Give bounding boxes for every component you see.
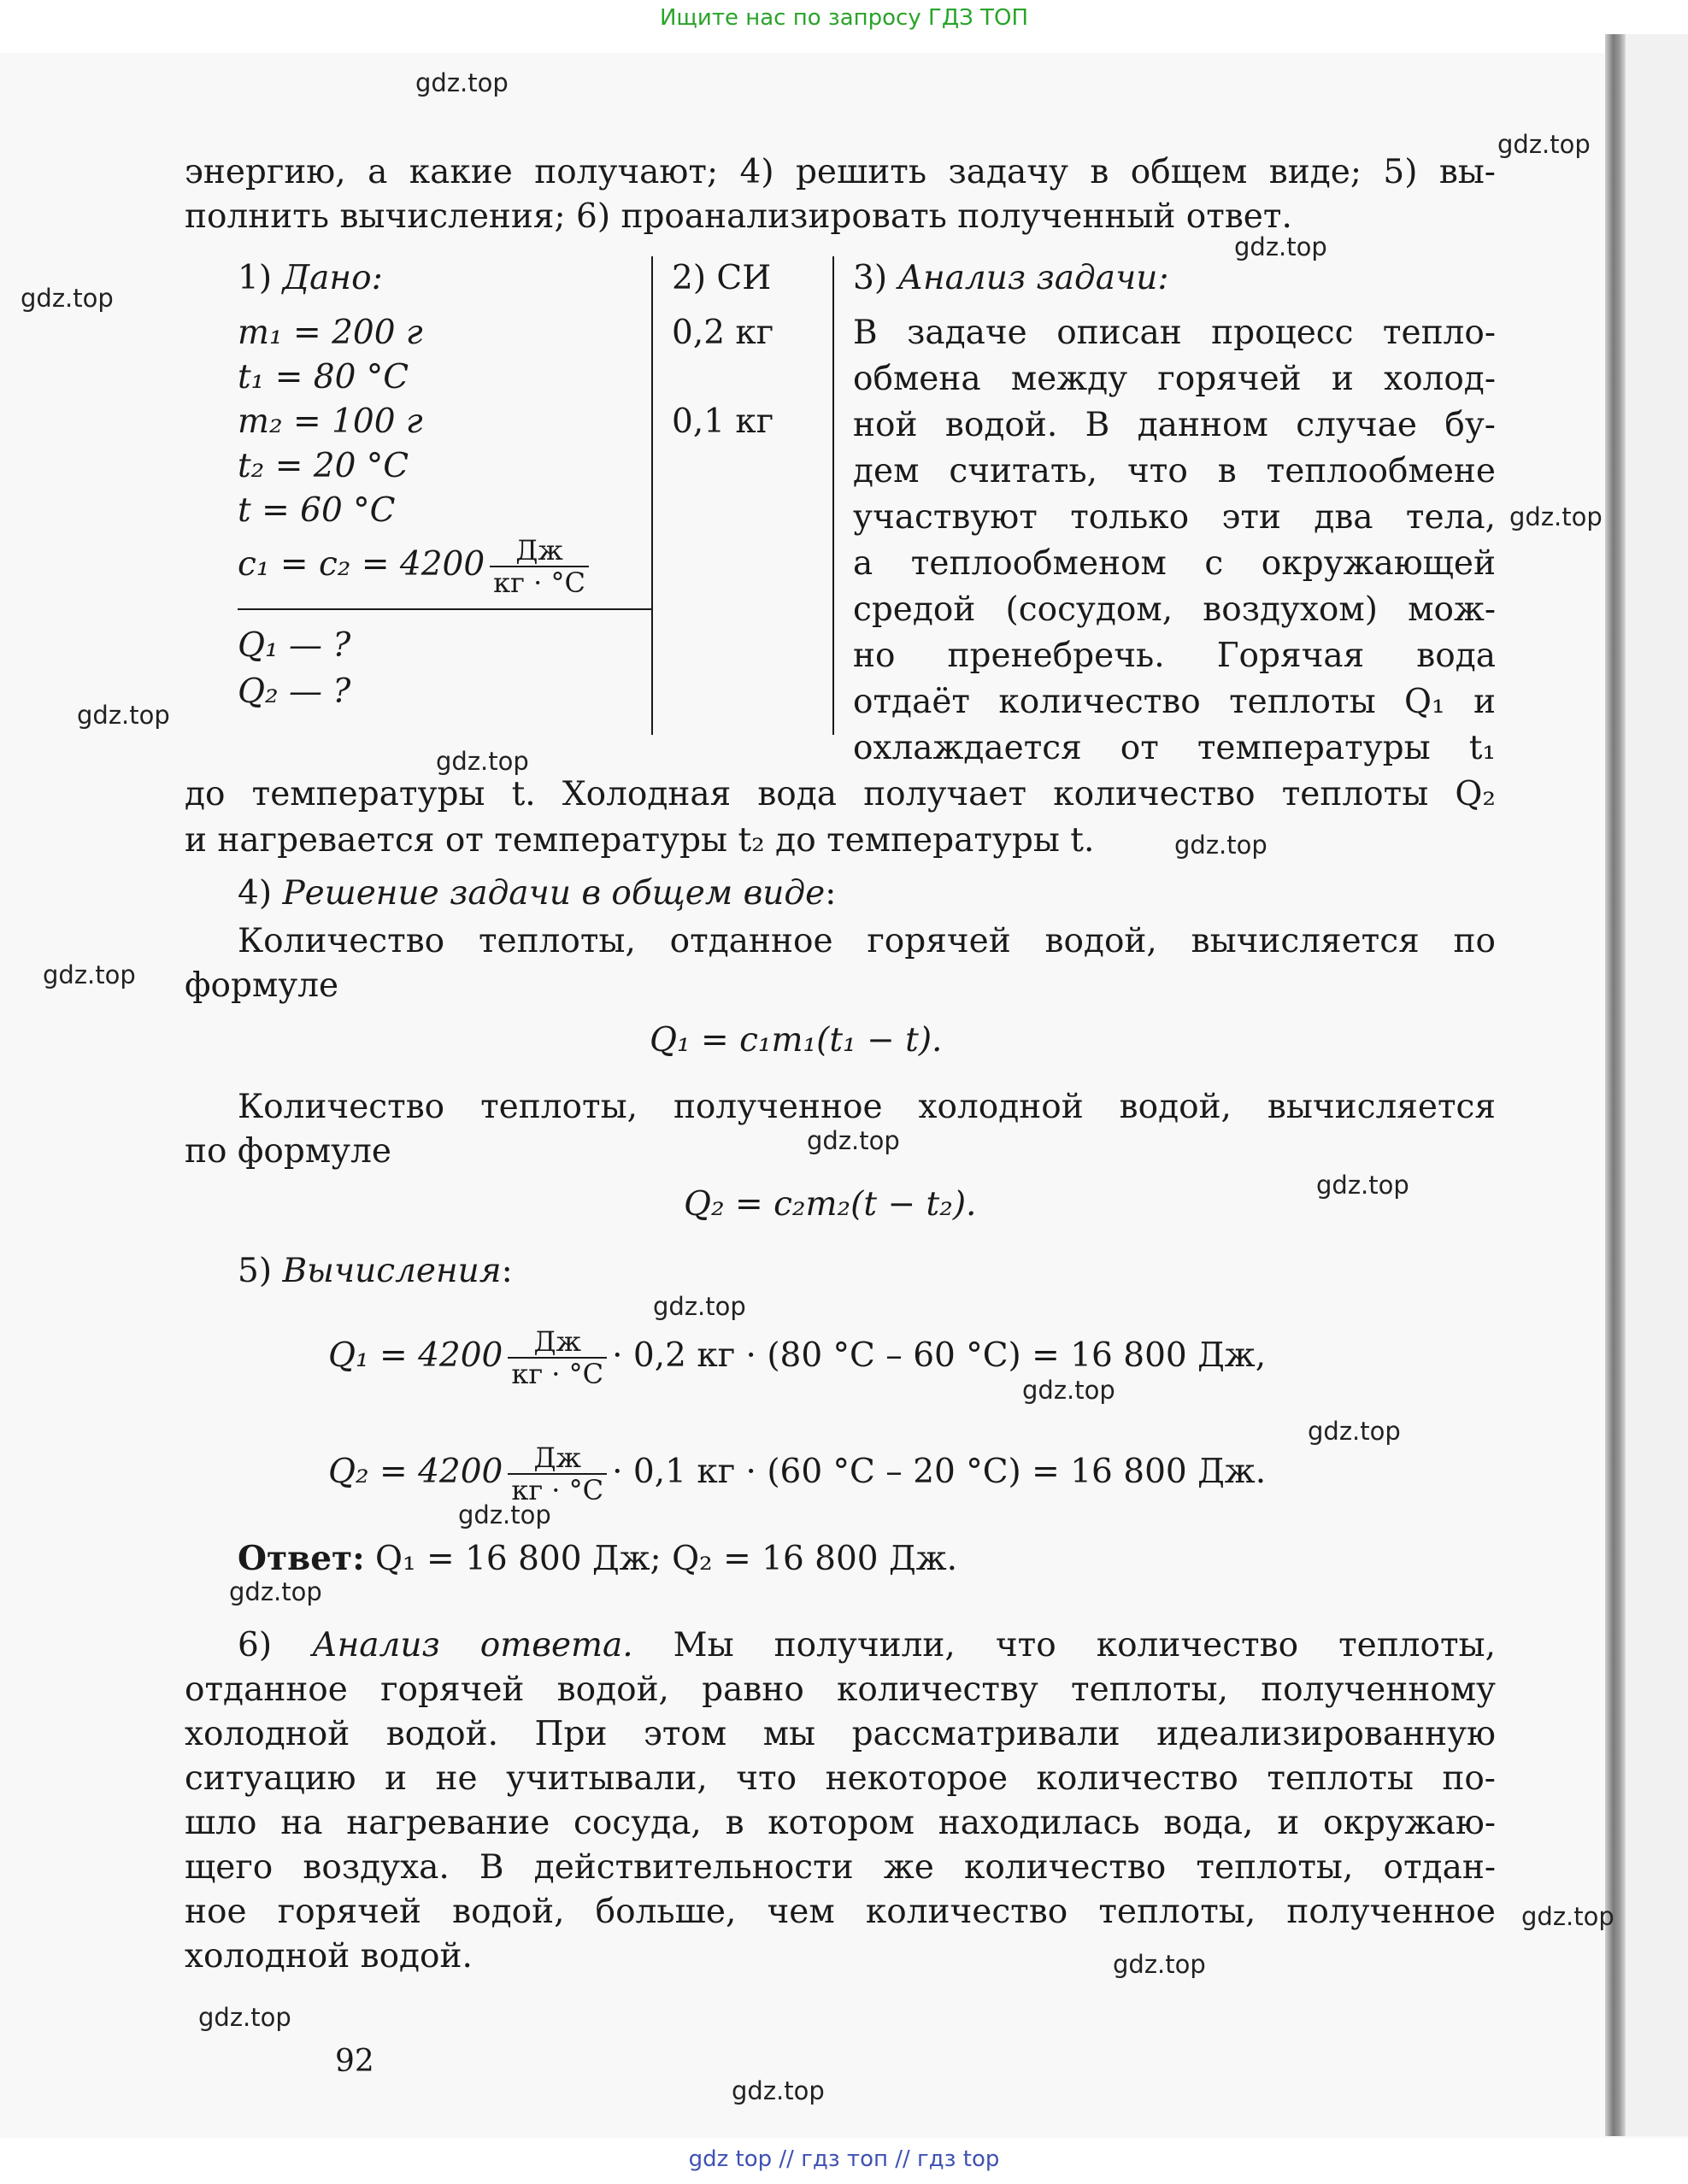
- analysis-line: В задаче описан процесс тепло-: [853, 314, 1496, 352]
- calc-header: 5) Вычисления:: [238, 1252, 513, 1290]
- given-header: 1) Дано:: [238, 259, 383, 297]
- solution-paragraph-2: Количество теплоты, полученное холодной водой, вычисляется: [238, 1088, 1496, 1126]
- unit-fraction: $\frac{Дж}{кг \cdot ^\circ C}$: [490, 535, 589, 598]
- unit-fraction: $\frac{Дж}{кг \cdot ^\circ C}$: [508, 1326, 607, 1389]
- answer-analysis-line: ситуацию и не учитывали, что некоторое количество теплоты по-: [185, 1759, 1496, 1798]
- analysis-line: а теплообменом с окружающей: [853, 544, 1496, 583]
- watermark: gdz.top: [1113, 1950, 1206, 1979]
- column-divider-2: [832, 256, 834, 735]
- given-m2: m₂ = 100 г: [238, 402, 423, 441]
- calc-q1: Q₁ = 4200 $\frac{Дж}{кг \cdot ^\circ C}$ · 0,2 кг · (80 °C – 60 °C) = 16 800 Дж,: [328, 1325, 1267, 1390]
- analysis-continuation-2: и нагревается от температуры t₂ до температуры t.: [185, 821, 1095, 860]
- intro-line-1: энергию, а какие получают; 4) решить задачу в общем виде; 5) вы-: [185, 153, 1496, 191]
- analysis-line: участвуют только эти два тела,: [853, 498, 1496, 537]
- given-t1: t₁ = 80 °C: [238, 358, 409, 396]
- watermark: gdz.top: [229, 1577, 322, 1606]
- given-t: t = 60 °C: [238, 491, 396, 530]
- unit-fraction: $\frac{Дж}{кг \cdot ^\circ C}$: [508, 1442, 607, 1506]
- analysis-line: охлаждается от температуры t₁: [853, 729, 1496, 767]
- given-t2: t₂ = 20 °C: [238, 447, 409, 485]
- given-q1: Q₁ — ?: [238, 626, 351, 665]
- analysis-line: но пренебречь. Горячая вода: [853, 637, 1496, 675]
- answer-analysis-line: отданное горячей водой, равно количеству теплоты, полученному: [185, 1670, 1496, 1709]
- solution-paragraph-2-end: по формуле: [185, 1132, 391, 1171]
- si-m2: 0,1 кг: [672, 402, 774, 441]
- watermark: gdz.top: [21, 284, 114, 313]
- analysis-line: обмена между горячей и холод-: [853, 360, 1496, 398]
- analysis-line: средой (сосудом, воздухом) мож-: [853, 590, 1496, 629]
- answer-analysis-last-line: холодной водой.: [185, 1937, 473, 1976]
- watermark: gdz.top: [1316, 1171, 1409, 1200]
- intro-line-2: полнить вычисления; 6) проанализировать полученный ответ.: [185, 197, 1292, 236]
- watermark: gdz.top: [436, 747, 529, 776]
- page-margin: [1626, 34, 1688, 2136]
- answer-analysis-line: ное горячей водой, больше, чем количество теплоты, полученное: [185, 1893, 1496, 1931]
- analysis-line: отдаёт количество теплоты Q₁ и: [853, 683, 1496, 721]
- watermark: gdz.top: [458, 1500, 551, 1529]
- watermark: gdz.top: [77, 701, 170, 730]
- formula-q2: Q₂ = c₂m₂(t − t₂).: [684, 1185, 977, 1224]
- si-m1: 0,2 кг: [672, 314, 774, 352]
- watermark: gdz.top: [1497, 130, 1591, 159]
- answer-analysis-first-line: 6) Анализ ответа. Мы получили, что количество теплоты,: [238, 1626, 1496, 1664]
- bottom-banner[interactable]: gdz top // гдз топ // гдз top: [688, 2146, 1000, 2172]
- watermark: gdz.top: [1509, 502, 1603, 531]
- calc-q2: Q₂ = 4200 $\frac{Дж}{кг \cdot ^\circ C}$ · 0,1 кг · (60 °C – 20 °C) = 16 800 Дж.: [328, 1441, 1267, 1506]
- watermark: gdz.top: [732, 2076, 825, 2105]
- watermark: gdz.top: [807, 1126, 900, 1155]
- book-spine-shadow: [1605, 34, 1626, 2136]
- watermark: gdz.top: [198, 2003, 291, 2032]
- answer-analysis-line: щего воздуха. В действительности же количество теплоты, отдан-: [185, 1848, 1496, 1887]
- given-c: c₁ = c₂ = 4200 $\frac{Дж}{кг \cdot ^\circ C}$: [238, 535, 594, 598]
- analysis-header: 3) Анализ задачи:: [853, 259, 1169, 297]
- column-divider-1: [651, 256, 653, 735]
- analysis-line: ной водой. В данном случае бу-: [853, 406, 1496, 444]
- solution-paragraph-1: Количество теплоты, отданное горячей водой, вычисляется по: [238, 922, 1496, 960]
- formula-q1: Q₁ = c₁m₁(t₁ − t).: [650, 1021, 943, 1060]
- analysis-line: дем считать, что в теплообмене: [853, 452, 1496, 490]
- solution-paragraph-1-end: формуле: [185, 966, 339, 1005]
- page-number: 92: [335, 2044, 374, 2079]
- watermark: gdz.top: [415, 68, 509, 97]
- watermark: gdz.top: [1308, 1417, 1401, 1446]
- analysis-continuation-1: до температуры t. Холодная вода получает количество теплоты Q₂: [185, 775, 1496, 813]
- watermark: gdz.top: [43, 960, 136, 989]
- watermark: gdz.top: [1521, 1902, 1614, 1931]
- top-banner[interactable]: Ищите нас по запросу ГДЗ ТОП: [659, 5, 1029, 31]
- si-header: 2) СИ: [672, 259, 772, 297]
- given-divider: [238, 608, 651, 610]
- watermark: gdz.top: [653, 1292, 746, 1321]
- answer: Ответ: Q₁ = 16 800 Дж; Q₂ = 16 800 Дж.: [238, 1539, 957, 1578]
- watermark: gdz.top: [1234, 232, 1327, 261]
- given-m1: m₁ = 200 г: [238, 314, 423, 352]
- given-q2: Q₂ — ?: [238, 672, 351, 711]
- watermark: gdz.top: [1022, 1376, 1115, 1405]
- answer-analysis-line: шло на нагревание сосуда, в котором находилась вода, и окружаю-: [185, 1804, 1496, 1842]
- solution-header: 4) Решение задачи в общем виде:: [238, 874, 837, 913]
- answer-analysis-line: холодной водой. При этом мы рассматривали идеализированную: [185, 1715, 1496, 1753]
- watermark: gdz.top: [1174, 831, 1267, 860]
